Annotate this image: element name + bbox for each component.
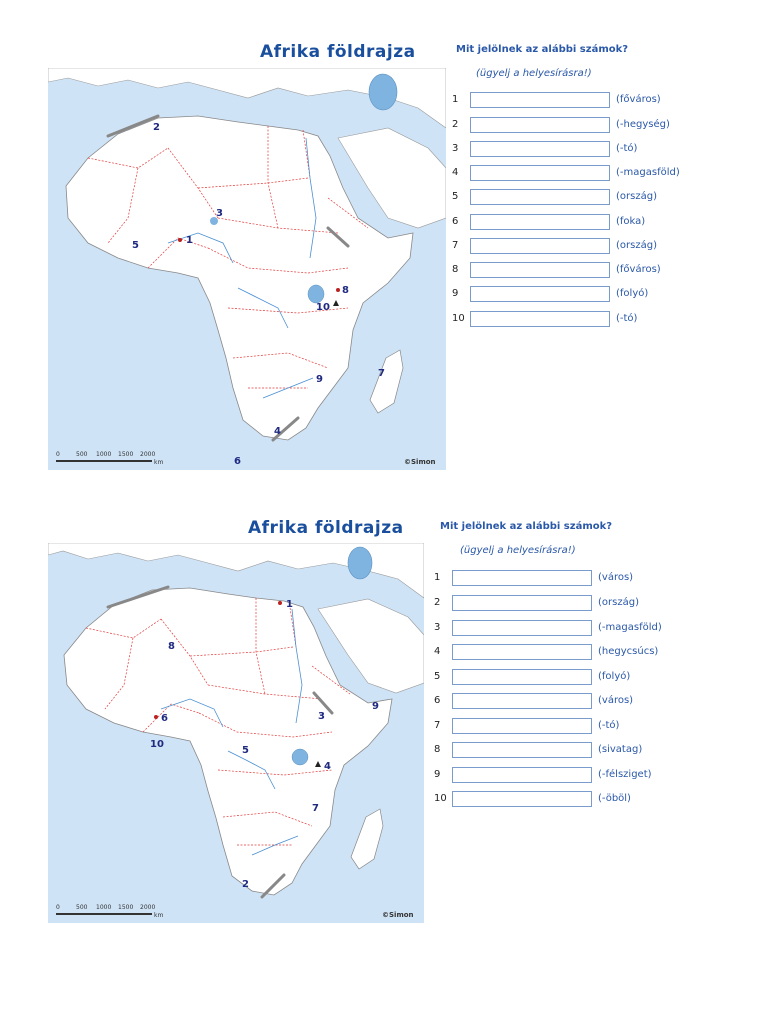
map-marker-6: 6 xyxy=(161,713,168,724)
row-number: 5 xyxy=(452,191,459,202)
row-hint: (folyó) xyxy=(598,671,631,682)
answer-row xyxy=(452,165,768,183)
row-hint: (ország) xyxy=(616,191,657,202)
answer-input[interactable] xyxy=(452,693,592,709)
answer-row xyxy=(452,92,768,110)
row-hint: (foka) xyxy=(616,216,646,227)
answer-input[interactable] xyxy=(452,742,592,758)
answer-input[interactable] xyxy=(470,214,610,230)
answer-row xyxy=(434,693,754,711)
row-number: 7 xyxy=(434,720,441,731)
map-marker-6: 6 xyxy=(234,456,241,467)
row-number: 1 xyxy=(452,94,459,105)
svg-text:km: km xyxy=(154,459,164,466)
row-number: 9 xyxy=(452,288,459,299)
row-hint: (ország) xyxy=(598,597,639,608)
map-marker-3: 3 xyxy=(216,208,223,219)
row-hint: (főváros) xyxy=(616,264,661,275)
answer-input[interactable] xyxy=(470,117,610,133)
answer-row xyxy=(452,141,768,159)
answer-row xyxy=(452,238,768,256)
map-marker-8: 8 xyxy=(168,641,175,652)
answer-row xyxy=(434,669,754,687)
row-hint: (sivatag) xyxy=(598,744,643,755)
map-marker-4: 4 xyxy=(274,426,281,437)
answer-input[interactable] xyxy=(470,238,610,254)
map-marker-10: 10 xyxy=(316,302,330,313)
answer-row xyxy=(452,311,768,329)
row-number: 1 xyxy=(434,572,441,583)
row-number: 10 xyxy=(452,313,465,324)
row-number: 10 xyxy=(434,793,447,804)
answer-input[interactable] xyxy=(452,570,592,586)
answer-input[interactable] xyxy=(452,669,592,685)
row-number: 6 xyxy=(452,216,459,227)
svg-text:0: 0 xyxy=(56,451,60,458)
africa-map xyxy=(48,543,424,923)
answer-input[interactable] xyxy=(452,791,592,807)
svg-text:1000: 1000 xyxy=(96,904,112,911)
row-number: 4 xyxy=(452,167,459,178)
row-hint: (folyó) xyxy=(616,288,649,299)
row-hint: (hegycsúcs) xyxy=(598,646,659,657)
answer-row xyxy=(452,189,768,207)
africa-map-drawing xyxy=(48,68,446,470)
answer-input[interactable] xyxy=(470,165,610,181)
row-hint: (-tó) xyxy=(616,143,638,154)
row-hint: (-öböl) xyxy=(598,793,631,804)
svg-text:km: km xyxy=(154,912,164,919)
answer-row xyxy=(434,718,754,736)
answer-row xyxy=(434,570,754,588)
row-number: 8 xyxy=(452,264,459,275)
svg-text:1500: 1500 xyxy=(118,904,134,911)
answer-input[interactable] xyxy=(470,262,610,278)
answer-row xyxy=(434,791,754,809)
row-hint: (-félsziget) xyxy=(598,769,652,780)
map-marker-2: 2 xyxy=(153,122,160,133)
row-hint: (-tó) xyxy=(616,313,638,324)
answer-row xyxy=(434,767,754,785)
map-marker-8: 8 xyxy=(342,285,349,296)
row-hint: (-tó) xyxy=(598,720,620,731)
row-hint: (ország) xyxy=(616,240,657,251)
row-number: 3 xyxy=(434,622,441,633)
map-marker-10: 10 xyxy=(150,739,164,750)
svg-text:0: 0 xyxy=(56,904,60,911)
row-number: 6 xyxy=(434,695,441,706)
map-marker-5: 5 xyxy=(242,745,249,756)
answer-input[interactable] xyxy=(452,595,592,611)
svg-text:500: 500 xyxy=(76,904,88,911)
svg-text:500: 500 xyxy=(76,451,88,458)
africa-map xyxy=(48,68,446,470)
svg-text:1000: 1000 xyxy=(96,451,112,458)
svg-text:1500: 1500 xyxy=(118,451,134,458)
answer-row xyxy=(434,644,754,662)
map-marker-7: 7 xyxy=(312,803,319,814)
answer-row xyxy=(452,214,768,232)
question-text: Mit jelölnek az alábbi számok? xyxy=(456,44,629,55)
answer-input[interactable] xyxy=(470,286,610,302)
row-number: 8 xyxy=(434,744,441,755)
map-marker-3: 3 xyxy=(318,711,325,722)
row-number: 2 xyxy=(452,119,459,130)
map-marker-5: 5 xyxy=(132,240,139,251)
hint-text: (ügyelj a helyesírásra!) xyxy=(460,545,576,556)
map-marker-1: 1 xyxy=(186,235,193,246)
row-hint: (-magasföld) xyxy=(616,167,680,178)
copyright: ©Simon xyxy=(404,458,436,466)
map-marker-9: 9 xyxy=(372,701,379,712)
page-title: Afrika földrajza xyxy=(260,42,416,62)
row-hint: (főváros) xyxy=(616,94,661,105)
answer-input[interactable] xyxy=(452,767,592,783)
hint-text: (ügyelj a helyesírásra!) xyxy=(476,68,592,79)
row-hint: (-hegység) xyxy=(616,119,670,130)
answer-input[interactable] xyxy=(470,311,610,327)
map-marker-4: 4 xyxy=(324,761,331,772)
map-marker-2: 2 xyxy=(242,879,249,890)
answer-row xyxy=(434,595,754,613)
svg-text:2000: 2000 xyxy=(140,451,156,458)
copyright: ©Simon xyxy=(382,911,414,919)
row-number: 4 xyxy=(434,646,441,657)
answer-input[interactable] xyxy=(452,620,592,636)
africa-map-drawing xyxy=(48,543,424,923)
map-marker-7: 7 xyxy=(378,368,385,379)
row-number: 7 xyxy=(452,240,459,251)
page-title: Afrika földrajza xyxy=(248,518,404,538)
answer-input[interactable] xyxy=(470,189,610,205)
row-number: 2 xyxy=(434,597,441,608)
question-text: Mit jelölnek az alábbi számok? xyxy=(440,521,613,532)
answer-input[interactable] xyxy=(470,92,610,108)
answer-row xyxy=(434,742,754,760)
answer-row xyxy=(452,262,768,280)
row-hint: (város) xyxy=(598,572,634,583)
map-marker-1: 1 xyxy=(286,599,293,610)
map-marker-9: 9 xyxy=(316,374,323,385)
row-number: 3 xyxy=(452,143,459,154)
answer-row xyxy=(452,117,768,135)
answer-input[interactable] xyxy=(452,718,592,734)
answer-row xyxy=(434,620,754,638)
answer-input[interactable] xyxy=(452,644,592,660)
row-hint: (város) xyxy=(598,695,634,706)
svg-text:2000: 2000 xyxy=(140,904,156,911)
answer-row xyxy=(452,286,768,304)
row-hint: (-magasföld) xyxy=(598,622,662,633)
row-number: 9 xyxy=(434,769,441,780)
row-number: 5 xyxy=(434,671,441,682)
answer-input[interactable] xyxy=(470,141,610,157)
